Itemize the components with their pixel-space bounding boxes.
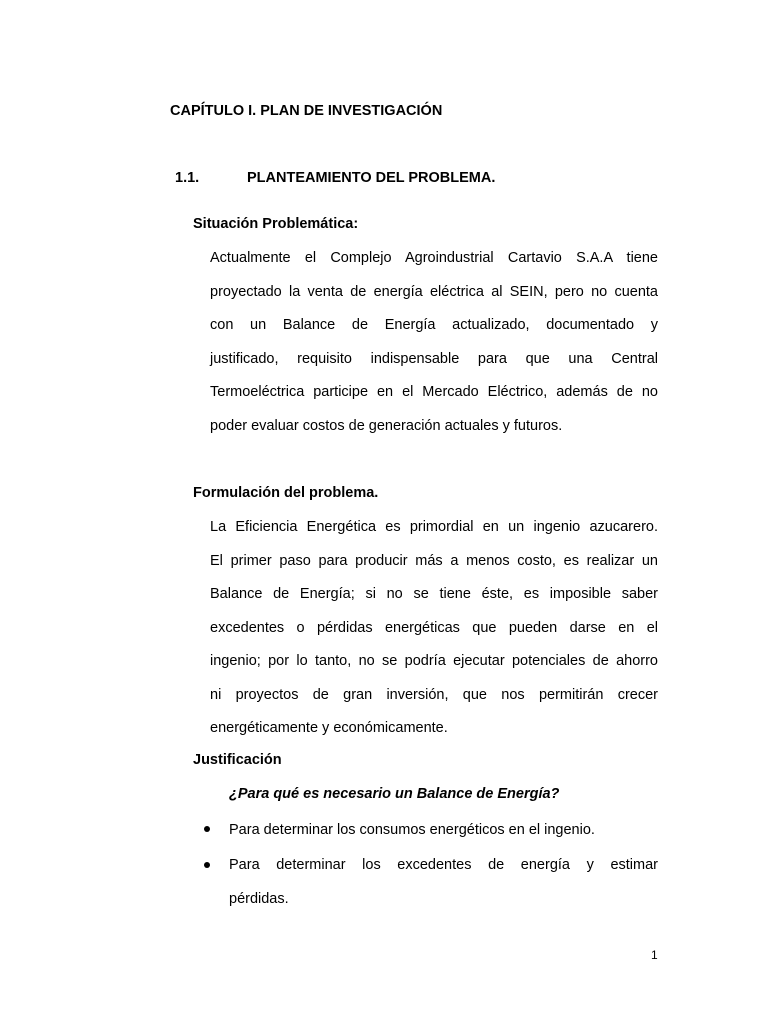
- paragraph-line: energéticamente y económicamente.: [210, 720, 448, 736]
- bullet-icon: [204, 826, 210, 832]
- paragraph-line: La Eficiencia Energética es primordial en un ingenio azucarero.: [210, 519, 658, 535]
- bullet-line: Para determinar los consumos energéticos en el ingenio.: [229, 822, 595, 838]
- bullet-icon: [204, 862, 210, 868]
- paragraph-line: Balance de Energía; si no se tiene éste, es imposible saber: [210, 586, 658, 602]
- paragraph-line: Actualmente el Complejo Agroindustrial Cartavio S.A.A tiene: [210, 250, 658, 266]
- justificacion-question: ¿Para qué es necesario un Balance de Energía?: [229, 786, 560, 802]
- paragraph-line: Termoeléctrica participe en el Mercado Eléctrico, además de no: [210, 384, 658, 400]
- chapter-title: CAPÍTULO I. PLAN DE INVESTIGACIÓN: [170, 103, 443, 119]
- justificacion-heading: Justificación: [193, 752, 282, 768]
- situacion-paragraph: [210, 249, 658, 450]
- paragraph-line: excedentes o pérdidas energéticas que pueden darse en el: [210, 619, 658, 636]
- bullet-item: [229, 821, 658, 855]
- paragraph-line: ingenio; por lo tanto, no se podría ejecutar potenciales de ahorro: [210, 653, 658, 669]
- bullet-line: pérdidas.: [229, 891, 289, 907]
- formulacion-heading: Formulación del problema.: [193, 485, 379, 501]
- situacion-heading: Situación Problemática:: [193, 216, 359, 232]
- paragraph-line: con un Balance de Energía actualizado, documentado y: [210, 317, 658, 333]
- paragraph-line: poder evaluar costos de generación actuales y futuros.: [210, 417, 563, 434]
- formulacion-paragraph: [210, 518, 658, 753]
- paragraph-line: El primer paso para producir más a menos costo, es realizar un: [210, 552, 658, 569]
- section-title: PLANTEAMIENTO DEL PROBLEMA.: [247, 170, 496, 186]
- paragraph-line: justificado, requisito indispensable para que una Central: [210, 350, 658, 367]
- page-number: 1: [651, 948, 658, 962]
- paragraph-line: proyectado la venta de energía eléctrica al SEIN, pero no cuenta: [210, 283, 658, 300]
- paragraph-line: ni proyectos de gran inversión, que nos permitirán crecer: [210, 686, 658, 703]
- section-number: 1.1.: [175, 170, 200, 186]
- bullet-line: Para determinar los excedentes de energía y estimar: [229, 857, 658, 873]
- bullet-item: [229, 856, 658, 924]
